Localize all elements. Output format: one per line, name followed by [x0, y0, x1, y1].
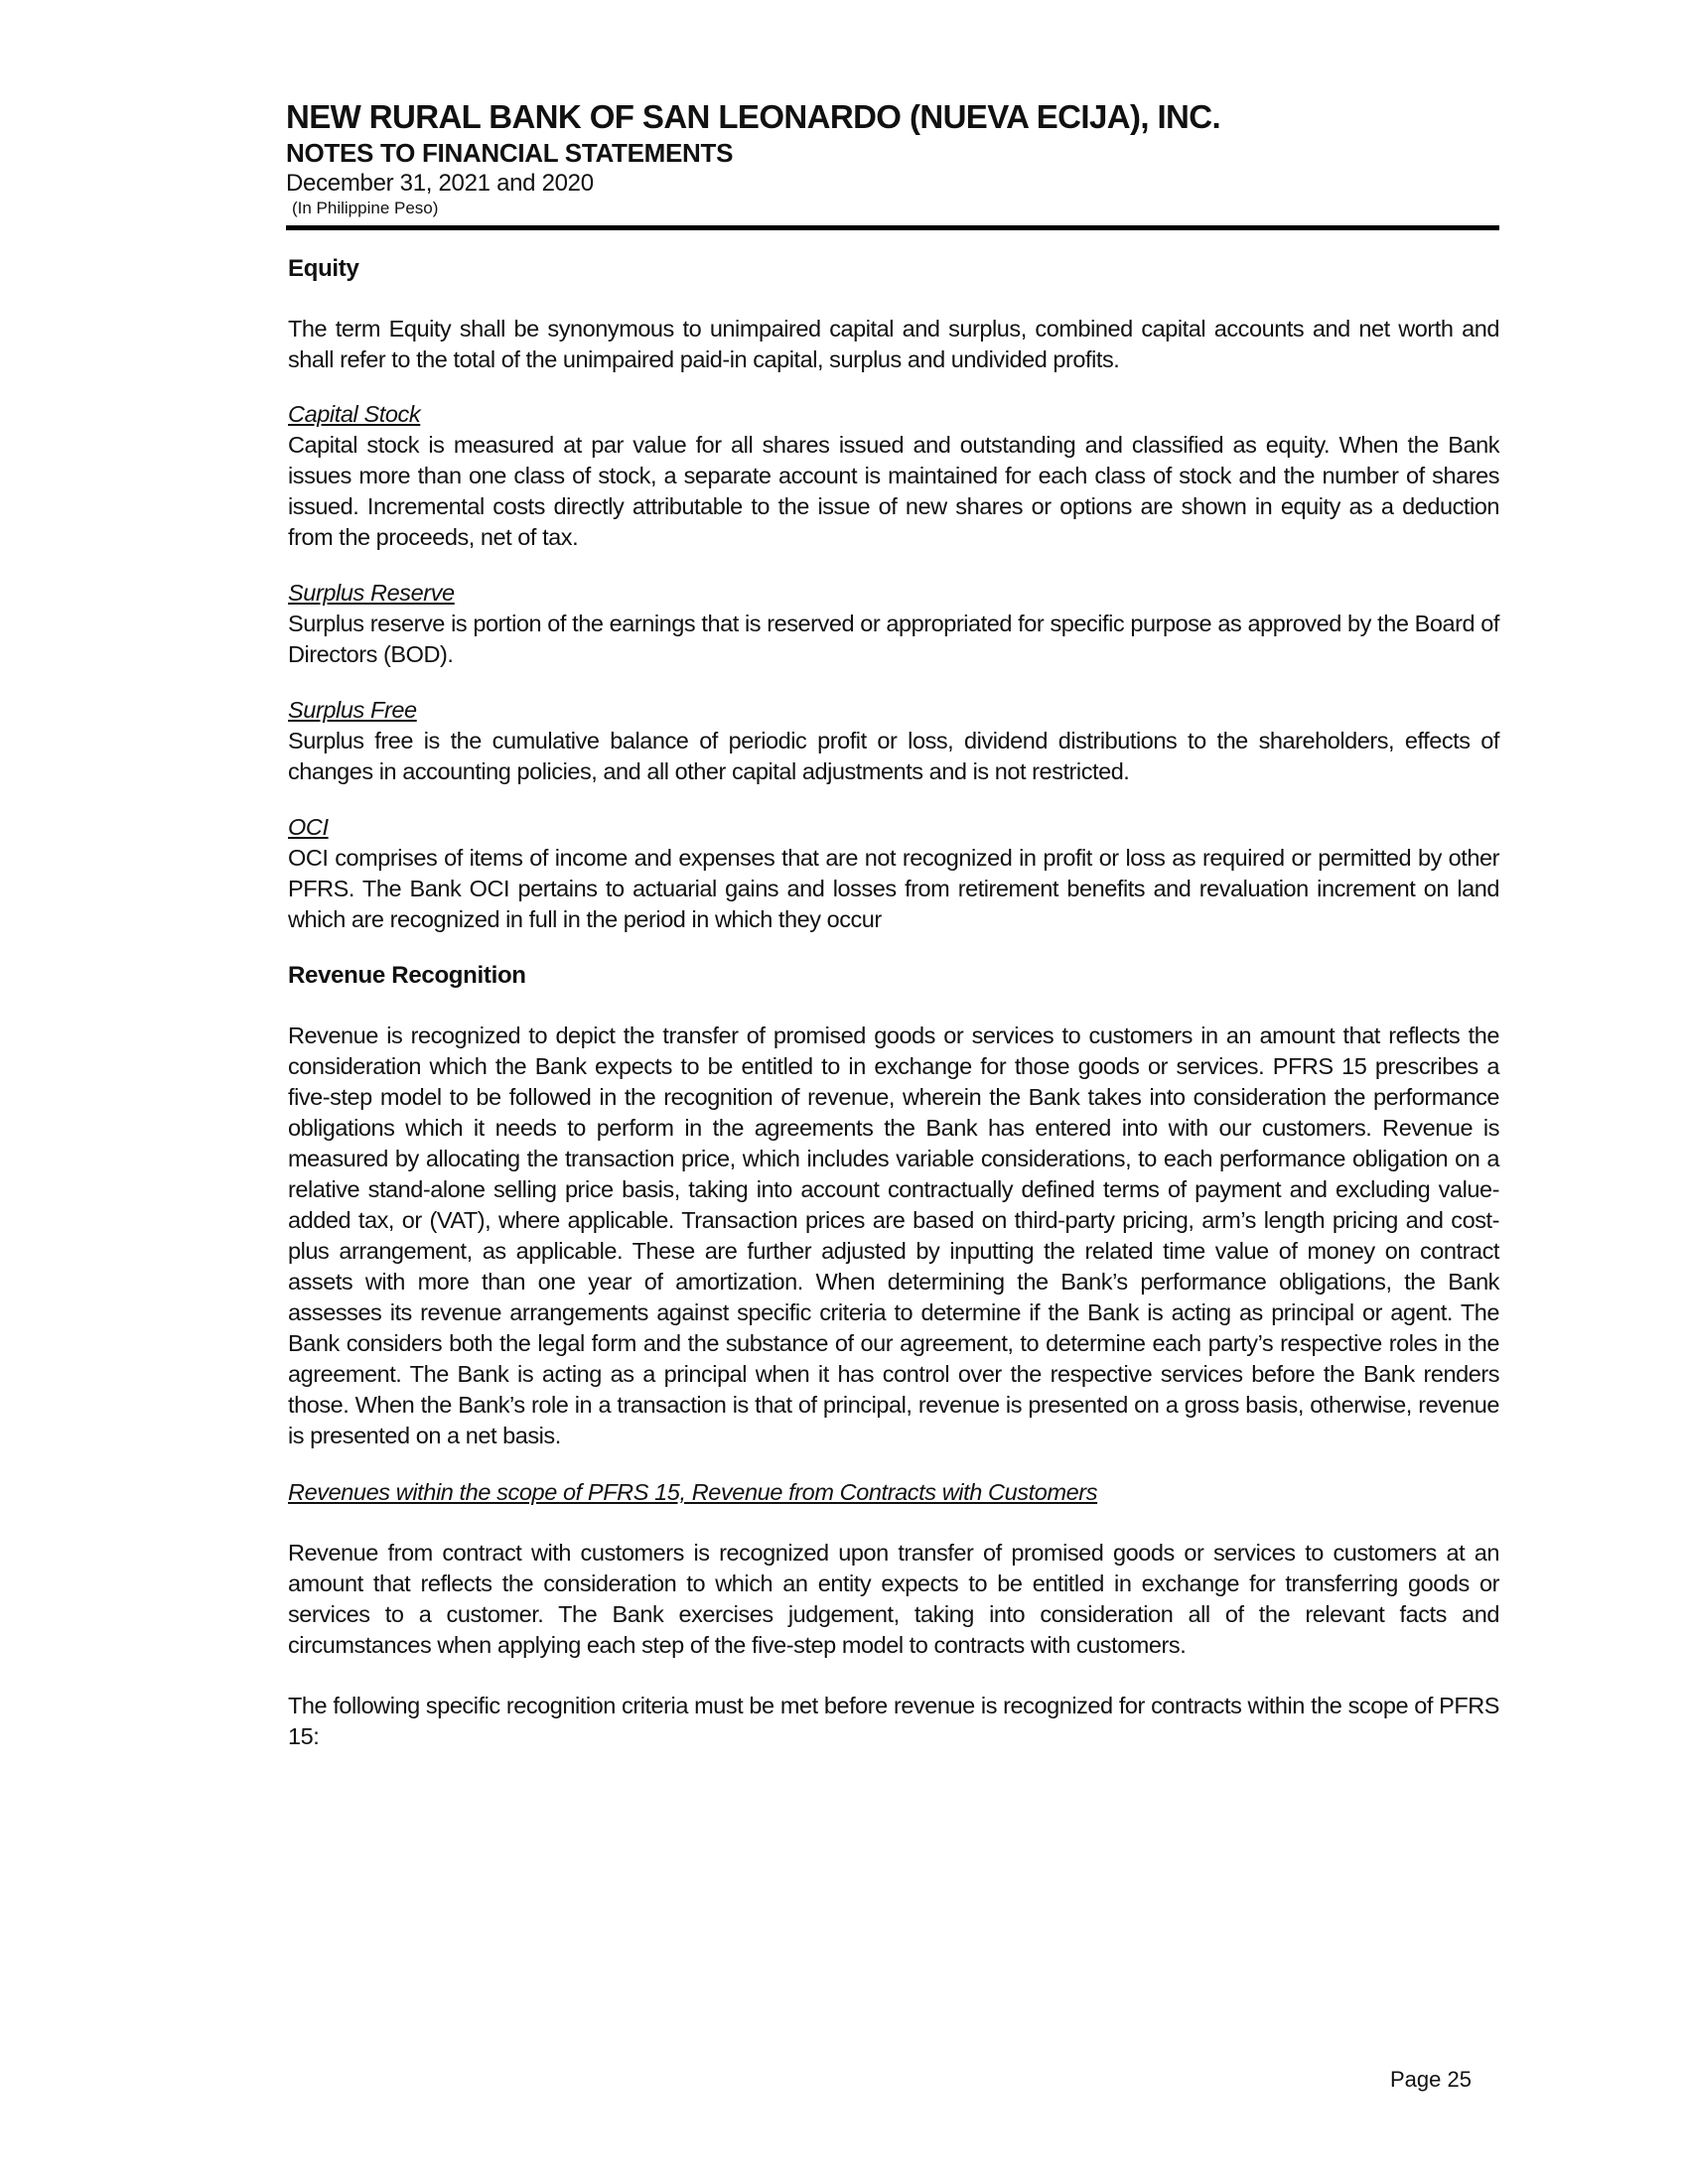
subheading-oci: OCI — [288, 814, 329, 840]
surplus-free-body: Surplus free is the cumulative balance of periodic profit or loss, dividend distributions to the shareholders, effects of changes in accounting policies, and all other capital adjustments and is not restricted. — [288, 728, 1499, 784]
company-name: NEW RURAL BANK OF SAN LEONARDO (NUEVA ECIJA), INC. — [286, 98, 1221, 135]
subheading-surplus-reserve: Surplus Reserve — [288, 580, 455, 606]
currency-note: (In Philippine Peso) — [292, 199, 439, 217]
recognition-criteria-intro: The following specific recognition criteria must be met before revenue is recognized for contracts within the scope of PFRS 15: — [288, 1693, 1499, 1749]
pfrs15-scope-body: Revenue from contract with customers is recognized upon transfer of promised goods or services to customers at an amount that reflects the consideration to which an entity expects to be entitled in exchange for transferring goods or services to a customer. The Bank exercises judgement, taking into consideration all of the relevant facts and circumstances when applying each step of the five-step model to contracts with customers. — [288, 1540, 1499, 1658]
page-header — [286, 97, 1499, 218]
revenue-recognition-body: Revenue is recognized to depict the transfer of promised goods or services to customers in an amount that reflects the consideration which the Bank expects to be entitled to in exchange for those goods or services. PFRS 15 prescribes a five-step model to be followed in the recognition of revenue, wherein the Bank takes into consideration the performance obligations which it needs to perform in the agreements the Bank has entered into with our customers. Revenue is measured by allocating the transaction price, which includes variable considerations, to each performance obligation on a relative stand-alone selling price basis, taking into account contractually defined terms of payment and excluding value-added tax, or (VAT), where applicable. Transaction prices are based on third-party pricing, arm’s length pricing and cost-plus arrangement, as applicable. These are further adjusted by inputting the related time value of money on contract assets with more than one year of amortization. When determining the Bank’s performance obligations, the Bank assesses its revenue arrangements against specific criteria to determine if the Bank is acting as principal or agent. The Bank considers both the legal form and the substance of our agreement, to determine each party’s respective roles in the agreement. The Bank is acting as a principal when it has control over the respective services before the Bank renders those. When the Bank’s role in a transaction is that of principal, revenue is presented on a gross basis, otherwise, revenue is presented on a net basis. — [288, 1023, 1499, 1448]
subheading-capital-stock: Capital Stock — [288, 401, 421, 427]
subheading-pfrs15-scope: Revenues within the scope of PFRS 15, Revenue from Contracts with Customers — [288, 1479, 1098, 1505]
equity-intro: The term Equity shall be synonymous to unimpaired capital and surplus, combined capital accounts and net worth and shall refer to the total of the unimpaired paid-in capital, surplus and undivided profits. — [288, 316, 1499, 372]
subheading-surplus-free: Surplus Free — [288, 697, 417, 723]
page-number: Page 25 — [1390, 2067, 1472, 2092]
header-divider — [286, 225, 1499, 230]
reporting-period: December 31, 2021 and 2020 — [286, 170, 594, 197]
page-body — [288, 254, 1499, 1752]
document-title: NOTES TO FINANCIAL STATEMENTS — [286, 138, 734, 168]
section-title-revenue-recognition: Revenue Recognition — [288, 962, 526, 989]
oci-body: OCI comprises of items of income and expenses that are not recognized in profit or loss as required or permitted by other PFRS. The Bank OCI pertains to actuarial gains and losses from retirement benefits and revaluation increment on land which are recognized in full in the period in which they occur — [288, 845, 1499, 932]
section-title-equity: Equity — [288, 255, 359, 282]
capital-stock-body: Capital stock is measured at par value for all shares issued and outstanding and classified as equity. When the Bank issues more than one class of stock, a separate account is maintained for each class of stock and the number of shares issued. Incremental costs directly attributable to the issue of new shares or options are shown in equity as a deduction from the proceeds, net of tax. — [288, 432, 1499, 550]
surplus-reserve-body: Surplus reserve is portion of the earnings that is reserved or appropriated for specific purpose as approved by the Board of Directors (BOD). — [288, 611, 1499, 667]
